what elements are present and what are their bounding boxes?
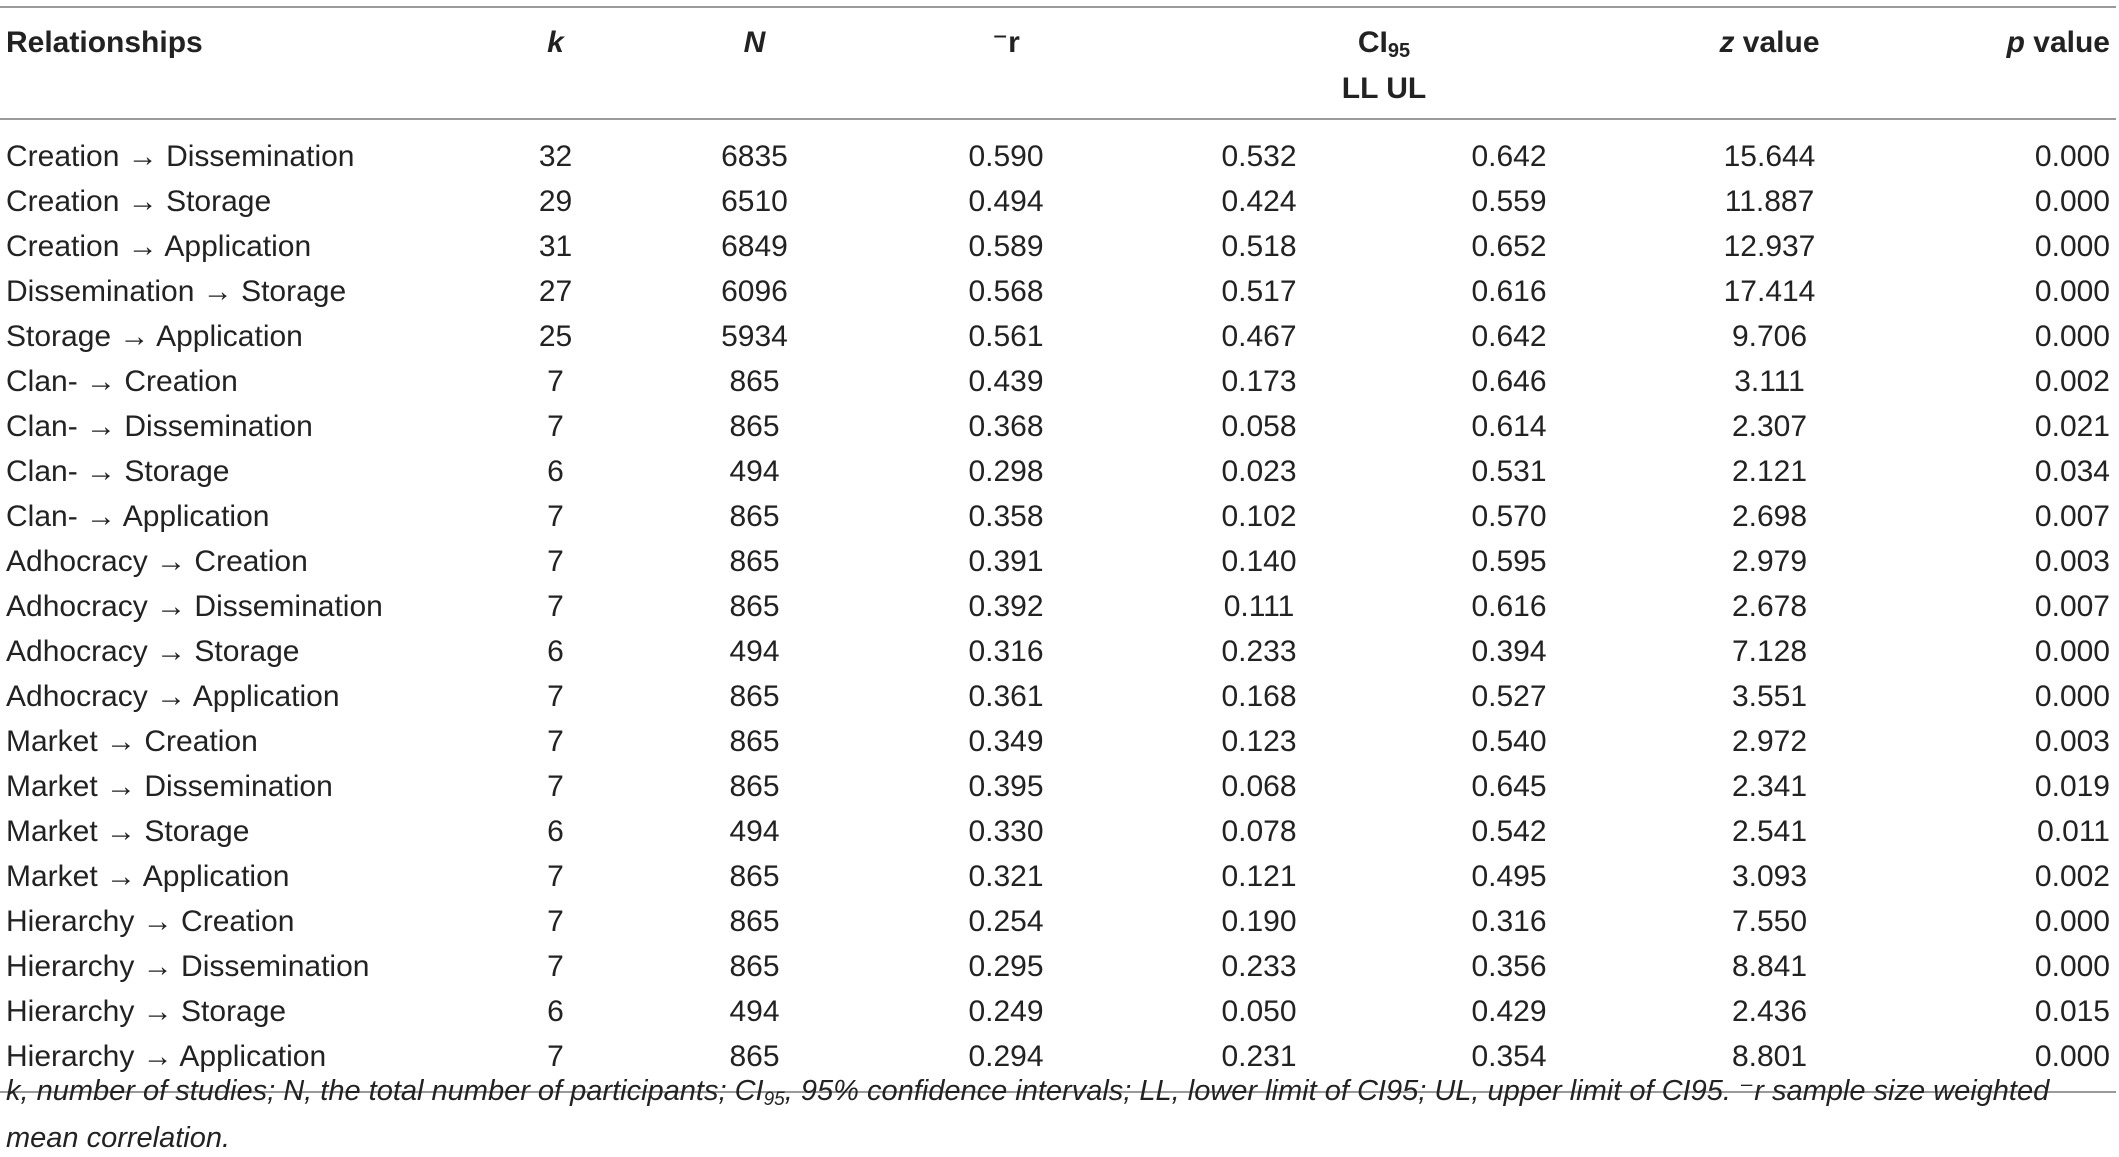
p-value-cell: 0.000 <box>2034 904 2110 938</box>
ci-ul-cell: 0.652 <box>1471 229 1547 263</box>
k-cell: 6 <box>547 994 564 1028</box>
ci-ll-cell: 0.517 <box>1221 274 1297 308</box>
relationship-cell: Adhocracy → Creation <box>6 544 308 578</box>
n-cell: 494 <box>729 454 780 488</box>
n-cell: 494 <box>729 634 780 668</box>
ci-ul-cell: 0.614 <box>1471 409 1547 443</box>
mean-r-cell: 0.439 <box>968 364 1044 398</box>
z-value-cell: 2.678 <box>1731 589 1808 623</box>
n-cell: 6835 <box>721 139 788 173</box>
k-cell: 7 <box>547 769 564 803</box>
p-value-cell: 0.015 <box>2034 994 2110 1028</box>
ci-ll-cell: 0.190 <box>1221 904 1297 938</box>
z-value-cell: 15.644 <box>1723 139 1816 173</box>
ci-ll-cell: 0.111 <box>1223 589 1295 623</box>
ci-ul-cell: 0.540 <box>1471 724 1547 758</box>
table-row <box>0 584 2116 629</box>
ci-ul-cell: 0.559 <box>1471 184 1547 218</box>
z-value-cell: 7.128 <box>1731 634 1808 668</box>
mean-r-cell: 0.294 <box>968 1039 1044 1073</box>
n-cell: 865 <box>729 859 780 893</box>
mean-r-cell: 0.561 <box>968 319 1044 353</box>
relationship-cell: Market → Storage <box>6 814 250 848</box>
table-row <box>0 809 2116 854</box>
k-cell: 7 <box>547 544 564 578</box>
ci-ul-cell: 0.616 <box>1471 274 1547 308</box>
header-row <box>0 7 2116 119</box>
n-cell: 494 <box>729 814 780 848</box>
mean-r-cell: 0.249 <box>968 994 1044 1028</box>
ci-ll-cell: 0.518 <box>1221 229 1297 263</box>
header-mean-r: ⁻r <box>992 26 1020 59</box>
ci-ul-cell: 0.616 <box>1471 589 1547 623</box>
k-cell: 6 <box>547 454 564 488</box>
n-cell: 865 <box>729 364 780 398</box>
relationship-cell: Market → Dissemination <box>6 769 333 803</box>
results-table <box>0 6 2116 1093</box>
ci-header-block <box>1269 24 1499 108</box>
p-value-cell: 0.000 <box>2034 634 2110 668</box>
relationship-cell: Market → Creation <box>6 724 258 758</box>
p-value-cell: 0.000 <box>2034 949 2110 983</box>
relationship-cell: Hierarchy → Storage <box>6 994 287 1028</box>
header-relationships: Relationships <box>6 26 203 59</box>
ci-ul-cell: 0.531 <box>1471 454 1547 488</box>
z-value-cell: 11.887 <box>1724 184 1815 218</box>
relationship-cell: Dissemination → Storage <box>6 274 347 308</box>
z-value-cell: 2.698 <box>1731 499 1808 533</box>
relationship-cell: Hierarchy → Application <box>6 1039 327 1073</box>
n-cell: 6096 <box>721 274 788 308</box>
mean-r-cell: 0.392 <box>968 589 1044 623</box>
mean-r-cell: 0.254 <box>968 904 1044 938</box>
k-cell: 7 <box>547 904 564 938</box>
ci-limits-label: LL UL <box>1341 72 1427 105</box>
k-cell: 6 <box>547 814 564 848</box>
n-cell: 865 <box>729 544 780 578</box>
z-value-cell: 7.550 <box>1731 904 1808 938</box>
header-p-value <box>1905 7 2116 119</box>
ci-ll-cell: 0.233 <box>1221 634 1297 668</box>
table-row <box>0 674 2116 719</box>
n-cell: 865 <box>729 724 780 758</box>
ci-subscript: 95 <box>1387 40 1411 62</box>
table-row <box>0 539 2116 584</box>
mean-r-cell: 0.298 <box>968 454 1044 488</box>
table-row <box>0 764 2116 809</box>
z-value-cell: 8.841 <box>1731 949 1808 983</box>
n-cell: 5934 <box>721 319 788 353</box>
k-cell: 31 <box>538 229 573 263</box>
k-cell: 7 <box>547 499 564 533</box>
relationship-cell: Creation → Application <box>6 229 312 263</box>
n-cell: 865 <box>729 904 780 938</box>
p-value-cell: 0.003 <box>2034 724 2110 758</box>
ci-ul-cell: 0.542 <box>1471 814 1547 848</box>
mean-r-cell: 0.494 <box>968 184 1044 218</box>
k-cell: 29 <box>538 184 573 218</box>
ci-ll-cell: 0.424 <box>1221 184 1297 218</box>
ci-ll-cell: 0.102 <box>1221 499 1297 533</box>
ci-ul-cell: 0.429 <box>1471 994 1547 1028</box>
p-symbol: p <box>2006 26 2025 59</box>
p-value-cell: 0.000 <box>2034 679 2110 713</box>
p-value-cell: 0.002 <box>2034 859 2110 893</box>
z-label: value <box>1734 26 1820 59</box>
footnote-subscript: 95 <box>763 1089 785 1110</box>
ci-ul-cell: 0.646 <box>1471 364 1547 398</box>
n-cell: 865 <box>729 949 780 983</box>
table-row <box>0 179 2116 224</box>
ci-ll-cell: 0.123 <box>1221 724 1297 758</box>
p-value-cell: 0.007 <box>2034 499 2110 533</box>
table-row <box>0 224 2116 269</box>
z-value-cell: 3.093 <box>1731 859 1808 893</box>
table-row <box>0 269 2116 314</box>
table-row <box>0 449 2116 494</box>
relationship-cell: Storage → Application <box>6 319 303 353</box>
k-cell: 6 <box>547 634 564 668</box>
table-row <box>0 494 2116 539</box>
table-row <box>0 854 2116 899</box>
z-value-cell: 8.801 <box>1731 1039 1808 1073</box>
mean-r-cell: 0.358 <box>968 499 1044 533</box>
ci-ll-cell: 0.058 <box>1221 409 1297 443</box>
mean-r-cell: 0.589 <box>968 229 1044 263</box>
k-cell: 7 <box>547 724 564 758</box>
ci-ll-cell: 0.173 <box>1221 364 1297 398</box>
relationship-cell: Clan- → Creation <box>6 364 238 398</box>
mean-r-cell: 0.349 <box>968 724 1044 758</box>
p-value-cell: 0.000 <box>2034 1039 2110 1073</box>
k-cell: 7 <box>547 589 564 623</box>
p-value-cell: 0.000 <box>2034 274 2110 308</box>
ci-ll-cell: 0.231 <box>1221 1039 1297 1073</box>
table-row <box>0 404 2116 449</box>
p-value-cell: 0.011 <box>2037 814 2110 848</box>
ci-ll-cell: 0.023 <box>1221 454 1297 488</box>
header-k: k <box>547 26 564 59</box>
p-value-cell: 0.034 <box>2034 454 2110 488</box>
mean-r-cell: 0.568 <box>968 274 1044 308</box>
k-cell: 32 <box>538 139 573 173</box>
ci-ul-cell: 0.570 <box>1471 499 1547 533</box>
mean-r-cell: 0.368 <box>968 409 1044 443</box>
n-cell: 865 <box>729 409 780 443</box>
p-value-cell: 0.003 <box>2034 544 2110 578</box>
mean-r-cell: 0.316 <box>968 634 1044 668</box>
table-row <box>0 629 2116 674</box>
ci-label: CI <box>1357 26 1388 59</box>
z-value-cell: 2.979 <box>1731 544 1808 578</box>
mean-r-cell: 0.295 <box>968 949 1044 983</box>
header-n: N <box>743 26 766 59</box>
header-ci95 <box>1134 7 1634 119</box>
table-row <box>0 314 2116 359</box>
n-cell: 6849 <box>721 229 788 263</box>
p-label: value <box>2024 26 2110 59</box>
p-value-cell: 0.000 <box>2034 319 2110 353</box>
header-z-value <box>1634 7 1905 119</box>
ci-ul-cell: 0.527 <box>1471 679 1547 713</box>
ci-ul-cell: 0.645 <box>1471 769 1547 803</box>
relationship-cell: Creation → Dissemination <box>6 139 355 173</box>
ci-ll-cell: 0.068 <box>1221 769 1297 803</box>
table-row <box>0 359 2116 404</box>
footnote-text-1: k, number of studies; N, the total number of participants; CI <box>6 1075 764 1107</box>
relationship-cell: Clan- → Dissemination <box>6 409 313 443</box>
z-value-cell: 9.706 <box>1731 319 1808 353</box>
relationship-cell: Hierarchy → Dissemination <box>6 949 370 983</box>
ci-ul-cell: 0.316 <box>1471 904 1547 938</box>
ci-ul-cell: 0.394 <box>1471 634 1547 668</box>
ci-ll-cell: 0.140 <box>1221 544 1297 578</box>
z-value-cell: 2.121 <box>1731 454 1808 488</box>
table-row <box>0 944 2116 989</box>
n-cell: 865 <box>729 589 780 623</box>
mean-r-cell: 0.395 <box>968 769 1044 803</box>
z-value-cell: 17.414 <box>1723 274 1816 308</box>
ci-ll-cell: 0.168 <box>1221 679 1297 713</box>
p-value-cell: 0.000 <box>2034 139 2110 173</box>
mean-r-cell: 0.321 <box>968 859 1044 893</box>
n-cell: 865 <box>729 769 780 803</box>
z-value-cell: 2.972 <box>1731 724 1808 758</box>
z-symbol: z <box>1719 26 1735 59</box>
mean-r-cell: 0.361 <box>968 679 1044 713</box>
ci-ul-cell: 0.356 <box>1471 949 1547 983</box>
relationship-cell: Hierarchy → Creation <box>6 904 295 938</box>
p-value-cell: 0.002 <box>2034 364 2110 398</box>
table-row <box>0 899 2116 944</box>
k-cell: 27 <box>538 274 573 308</box>
k-cell: 7 <box>547 364 564 398</box>
p-value-cell: 0.000 <box>2034 229 2110 263</box>
k-cell: 7 <box>547 409 564 443</box>
n-cell: 865 <box>729 499 780 533</box>
p-value-cell: 0.007 <box>2034 589 2110 623</box>
ci-ul-cell: 0.495 <box>1471 859 1547 893</box>
z-value-cell: 2.541 <box>1731 814 1808 848</box>
footnote-text-2: , 95% confidence intervals; LL, lower limit of CI95; UL, upper limit of CI95. ⁻r sample size weighted mean correlation. <box>6 1075 2050 1154</box>
z-value-cell: 3.551 <box>1731 679 1808 713</box>
relationship-cell: Adhocracy → Dissemination <box>6 589 383 623</box>
ci-ul-cell: 0.642 <box>1471 139 1547 173</box>
table-row <box>0 989 2116 1034</box>
relationship-cell: Creation → Storage <box>6 184 272 218</box>
table-header <box>0 7 2116 119</box>
ci-ul-cell: 0.595 <box>1471 544 1547 578</box>
table-row <box>0 719 2116 764</box>
table-row <box>0 119 2116 179</box>
p-value-cell: 0.000 <box>2034 184 2110 218</box>
ci-ll-cell: 0.078 <box>1221 814 1297 848</box>
mean-r-cell: 0.330 <box>968 814 1044 848</box>
k-cell: 7 <box>547 949 564 983</box>
z-value-cell: 3.111 <box>1734 364 1805 398</box>
ci-ll-cell: 0.532 <box>1221 139 1297 173</box>
ci-ll-cell: 0.467 <box>1221 319 1297 353</box>
z-value-cell: 2.436 <box>1731 994 1808 1028</box>
mean-r-cell: 0.391 <box>968 544 1044 578</box>
n-cell: 865 <box>729 1039 780 1073</box>
z-value-cell: 12.937 <box>1723 229 1816 263</box>
ci-ll-cell: 0.050 <box>1221 994 1297 1028</box>
z-value-cell: 2.307 <box>1731 409 1808 443</box>
relationship-cell: Clan- → Application <box>6 499 270 533</box>
relationship-cell: Adhocracy → Application <box>6 679 340 713</box>
relationship-cell: Market → Application <box>6 859 290 893</box>
k-cell: 7 <box>547 679 564 713</box>
relationship-cell: Adhocracy → Storage <box>6 634 300 668</box>
n-cell: 494 <box>729 994 780 1028</box>
relationship-cell: Clan- → Storage <box>6 454 230 488</box>
p-value-cell: 0.021 <box>2034 409 2110 443</box>
mean-r-cell: 0.590 <box>968 139 1044 173</box>
k-cell: 7 <box>547 1039 564 1073</box>
ci-ul-cell: 0.642 <box>1471 319 1547 353</box>
z-value-cell: 2.341 <box>1731 769 1808 803</box>
ci-ul-cell: 0.354 <box>1471 1039 1547 1073</box>
table-footnote <box>6 1072 2106 1157</box>
ci-ll-cell: 0.233 <box>1221 949 1297 983</box>
p-value-cell: 0.019 <box>2034 769 2110 803</box>
ci-ll-cell: 0.121 <box>1221 859 1297 893</box>
n-cell: 6510 <box>721 184 788 218</box>
k-cell: 7 <box>547 859 564 893</box>
n-cell: 865 <box>729 679 780 713</box>
table-body <box>0 119 2116 1092</box>
k-cell: 25 <box>538 319 573 353</box>
